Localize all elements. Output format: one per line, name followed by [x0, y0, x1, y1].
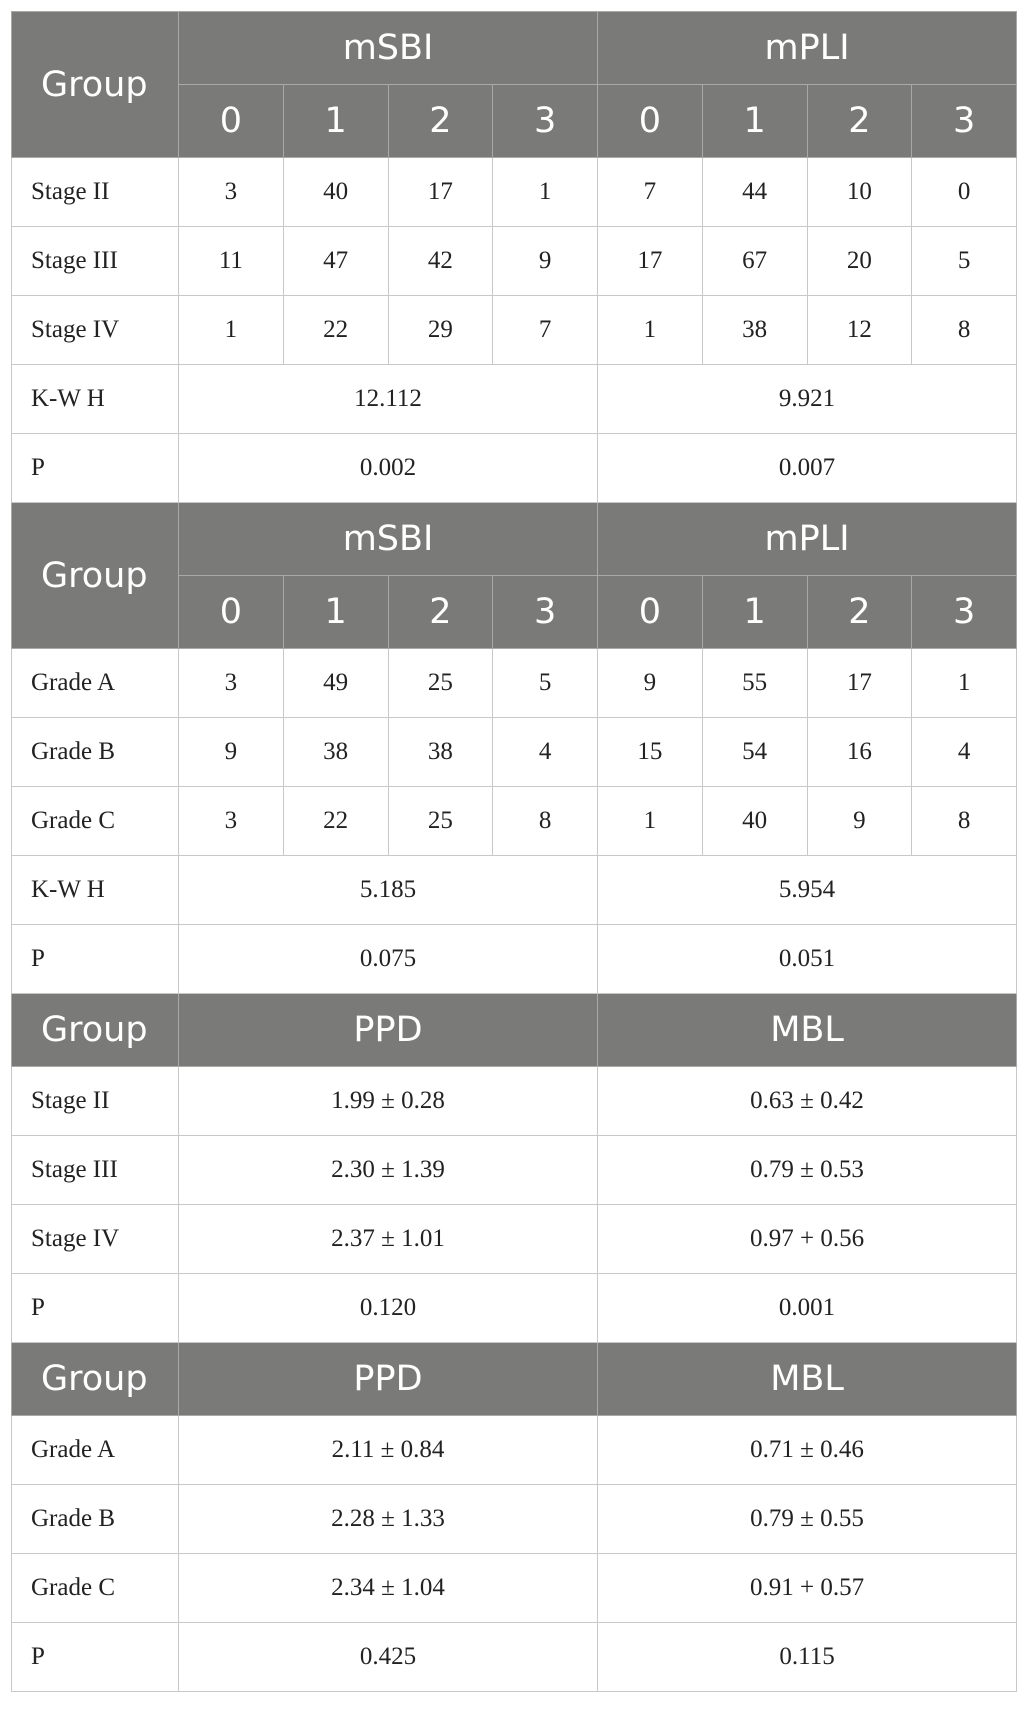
mpli-header: mPLI: [598, 503, 1017, 576]
score-header: 2: [807, 85, 912, 158]
kwh-row: [12, 365, 1017, 434]
cell: 0.79 ± 0.53: [598, 1136, 1017, 1205]
table-row: [12, 227, 1017, 296]
ppd-header: PPD: [179, 994, 598, 1067]
cell: 25: [388, 649, 493, 718]
table-row: [12, 1485, 1017, 1554]
cell: 1: [179, 296, 284, 365]
score-header: 2: [807, 576, 912, 649]
score-header: 1: [702, 576, 807, 649]
row-label: Grade A: [12, 1416, 179, 1485]
cell: 2.37 ± 1.01: [179, 1205, 598, 1274]
row-label: Stage IV: [12, 1205, 179, 1274]
cell: 0: [912, 158, 1017, 227]
cell: 4: [912, 718, 1017, 787]
table-row: [12, 649, 1017, 718]
row-label: Grade A: [12, 649, 179, 718]
table-row: [12, 1205, 1017, 1274]
score-header: 0: [179, 85, 284, 158]
cell: 0.71 ± 0.46: [598, 1416, 1017, 1485]
cell: 0.051: [598, 925, 1017, 994]
row-label: P: [12, 434, 179, 503]
cell: 40: [283, 158, 388, 227]
cell: 25: [388, 787, 493, 856]
score-header: 1: [283, 85, 388, 158]
cell: 2.28 ± 1.33: [179, 1485, 598, 1554]
row-label: Grade C: [12, 1554, 179, 1623]
score-header: 3: [493, 576, 598, 649]
cell: 5.954: [598, 856, 1017, 925]
kwh-row: [12, 856, 1017, 925]
stage-counts-section: [12, 12, 1017, 503]
stage-means-section: [12, 994, 1017, 1343]
p-row: [12, 434, 1017, 503]
row-label: Stage II: [12, 1067, 179, 1136]
header-row: [12, 1343, 1017, 1416]
ppd-header: PPD: [179, 1343, 598, 1416]
table-row: [12, 718, 1017, 787]
cell: 47: [283, 227, 388, 296]
score-header: 3: [912, 85, 1017, 158]
table-row: [12, 1136, 1017, 1205]
group-header: Group: [12, 1343, 179, 1416]
cell: 20: [807, 227, 912, 296]
cell: 40: [702, 787, 807, 856]
header-row: [12, 503, 1017, 576]
cell: 2.30 ± 1.39: [179, 1136, 598, 1205]
cell: 0.425: [179, 1623, 598, 1692]
cell: 0.075: [179, 925, 598, 994]
row-label: Grade B: [12, 1485, 179, 1554]
row-label: Stage III: [12, 1136, 179, 1205]
cell: 3: [179, 158, 284, 227]
cell: 17: [598, 227, 703, 296]
cell: 0.97 + 0.56: [598, 1205, 1017, 1274]
cell: 0.79 ± 0.55: [598, 1485, 1017, 1554]
cell: 9: [179, 718, 284, 787]
cell: 0.63 ± 0.42: [598, 1067, 1017, 1136]
p-row: [12, 925, 1017, 994]
cell: 11: [179, 227, 284, 296]
cell: 0.002: [179, 434, 598, 503]
results-table: [11, 11, 1017, 1692]
cell: 1: [598, 296, 703, 365]
cell: 0.120: [179, 1274, 598, 1343]
cell: 44: [702, 158, 807, 227]
table-row: [12, 1067, 1017, 1136]
row-label: K-W H: [12, 365, 179, 434]
group-header: Group: [12, 12, 179, 158]
score-header: 1: [283, 576, 388, 649]
cell: 9: [598, 649, 703, 718]
cell: 16: [807, 718, 912, 787]
cell: 5: [493, 649, 598, 718]
cell: 12.112: [179, 365, 598, 434]
p-row: [12, 1623, 1017, 1692]
table-row: [12, 158, 1017, 227]
cell: 8: [912, 296, 1017, 365]
cell: 5: [912, 227, 1017, 296]
row-label: Stage III: [12, 227, 179, 296]
grade-counts-section: [12, 503, 1017, 994]
cell: 38: [702, 296, 807, 365]
cell: 1: [493, 158, 598, 227]
group-header: Group: [12, 503, 179, 649]
score-header: 3: [493, 85, 598, 158]
cell: 42: [388, 227, 493, 296]
cell: 0.001: [598, 1274, 1017, 1343]
score-header: 0: [598, 85, 703, 158]
cell: 7: [598, 158, 703, 227]
cell: 17: [388, 158, 493, 227]
score-header: 3: [912, 576, 1017, 649]
cell: 4: [493, 718, 598, 787]
score-header: 0: [179, 576, 284, 649]
row-label: P: [12, 1623, 179, 1692]
cell: 22: [283, 787, 388, 856]
cell: 15: [598, 718, 703, 787]
cell: 0.007: [598, 434, 1017, 503]
msbi-header: mSBI: [179, 12, 598, 85]
cell: 67: [702, 227, 807, 296]
cell: 8: [493, 787, 598, 856]
score-header: 0: [598, 576, 703, 649]
row-label: Grade C: [12, 787, 179, 856]
row-label: K-W H: [12, 856, 179, 925]
cell: 55: [702, 649, 807, 718]
score-header: 2: [388, 576, 493, 649]
score-header: 2: [388, 85, 493, 158]
group-header: Group: [12, 994, 179, 1067]
cell: 1: [598, 787, 703, 856]
cell: 2.11 ± 0.84: [179, 1416, 598, 1485]
cell: 3: [179, 649, 284, 718]
table-row: [12, 1416, 1017, 1485]
cell: 2.34 ± 1.04: [179, 1554, 598, 1623]
mbl-header: MBL: [598, 994, 1017, 1067]
cell: 0.91 + 0.57: [598, 1554, 1017, 1623]
cell: 9.921: [598, 365, 1017, 434]
cell: 3: [179, 787, 284, 856]
table-row: [12, 1554, 1017, 1623]
cell: 8: [912, 787, 1017, 856]
cell: 17: [807, 649, 912, 718]
header-row: [12, 12, 1017, 85]
mbl-header: MBL: [598, 1343, 1017, 1416]
cell: 22: [283, 296, 388, 365]
cell: 9: [807, 787, 912, 856]
row-label: Stage II: [12, 158, 179, 227]
p-row: [12, 1274, 1017, 1343]
cell: 5.185: [179, 856, 598, 925]
cell: 12: [807, 296, 912, 365]
row-label: P: [12, 925, 179, 994]
score-header: 1: [702, 85, 807, 158]
grade-means-section: [12, 1343, 1017, 1692]
cell: 9: [493, 227, 598, 296]
row-label: P: [12, 1274, 179, 1343]
cell: 38: [283, 718, 388, 787]
row-label: Stage IV: [12, 296, 179, 365]
cell: 38: [388, 718, 493, 787]
cell: 10: [807, 158, 912, 227]
mpli-header: mPLI: [598, 12, 1017, 85]
cell: 29: [388, 296, 493, 365]
header-row: [12, 994, 1017, 1067]
row-label: Grade B: [12, 718, 179, 787]
cell: 54: [702, 718, 807, 787]
table-row: [12, 787, 1017, 856]
cell: 1: [912, 649, 1017, 718]
cell: 49: [283, 649, 388, 718]
cell: 7: [493, 296, 598, 365]
results-table-container: [11, 11, 1016, 1692]
msbi-header: mSBI: [179, 503, 598, 576]
cell: 0.115: [598, 1623, 1017, 1692]
cell: 1.99 ± 0.28: [179, 1067, 598, 1136]
table-row: [12, 296, 1017, 365]
